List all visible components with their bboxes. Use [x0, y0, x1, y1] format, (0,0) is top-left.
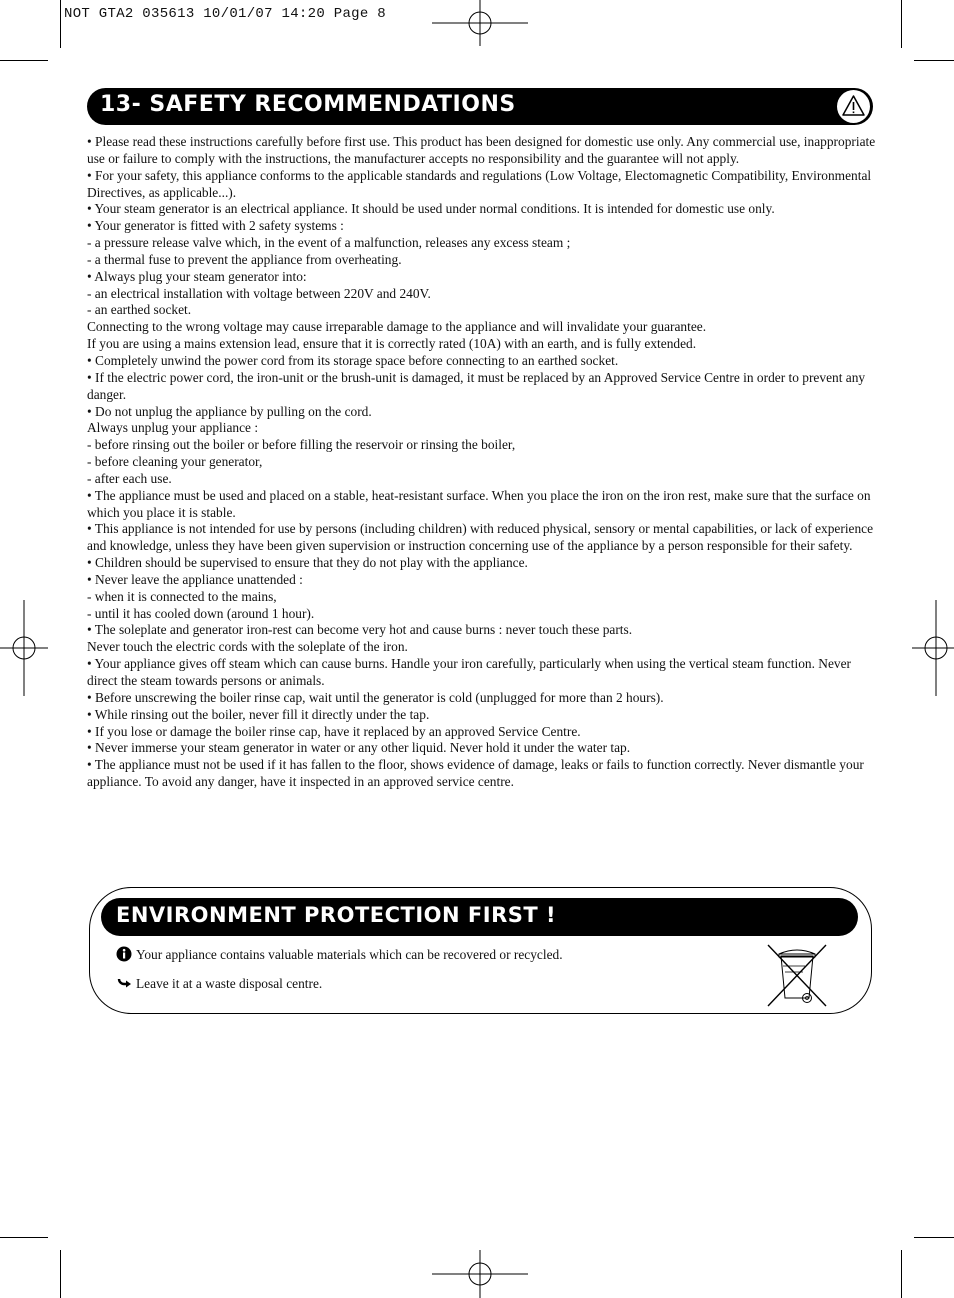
safety-line: If you are using a mains extension lead, ensure that it is correctly rated (10A) with an earth, and is fully extended. — [87, 336, 697, 352]
safety-line: • If the electric power cord, the iron-unit or the brush-unit is damaged, it must be replaced by an Approved Service Centre in order to prevent any danger. — [87, 369, 866, 402]
registration-mark-right — [912, 600, 954, 696]
safety-line: - before rinsing out the boiler or before filling the reservoir or rinsing the boiler, — [87, 437, 516, 453]
safety-line: • The soleplate and generator iron-rest can become very hot and cause burns : never touch these parts. — [87, 622, 633, 638]
environment-info-line — [116, 946, 563, 966]
print-slug: NOT GTA2 035613 10/01/07 14:20 Page 8 — [64, 6, 386, 22]
safety-line: - before cleaning your generator, — [87, 454, 263, 470]
warning-triangle-icon — [837, 90, 870, 123]
environment-action-line — [116, 975, 322, 995]
safety-line: • Completely unwind the power cord from its storage space before connecting to an earthed socket. — [87, 352, 619, 368]
safety-header — [87, 88, 873, 125]
safety-line: - a thermal fuse to prevent the appliance from overheating. — [87, 251, 402, 267]
safety-line: • For your safety, this appliance conforms to the applicable standards and regulations (Low Voltage, Electomagnetic Compatibility, Environmental Directives, as applicable...). — [87, 167, 872, 200]
safety-line: - until it has cooled down (around 1 hour). — [87, 605, 315, 621]
safety-line: • Do not unplug the appliance by pulling on the cord. — [87, 403, 372, 419]
safety-line: • This appliance is not intended for use by persons (including children) with reduced physical, sensory or mental capabilities, or lack of experience and knowledge, unless they have been given supervision or instruction concerning use of the appliance by a person responsible for their safety. — [87, 521, 874, 554]
registration-mark-top — [432, 0, 528, 48]
safety-line: • Please read these instructions carefully before first use. This product has been designed for domestic use only. Any commercial use, inappropriate use or failure to comply with the instructions, the manufacturer accepts no responsibility and the guarantee will not apply. — [87, 134, 876, 166]
arrow-right-icon — [116, 975, 132, 995]
safety-line: - a pressure release valve which, in the event of a malfunction, releases any excess steam ; — [87, 235, 571, 251]
safety-line: Never touch the electric cords with the soleplate of the iron. — [87, 639, 408, 655]
crossed-out-wheelie-bin-icon — [765, 942, 829, 1008]
safety-line: • Before unscrewing the boiler rinse cap, wait until the generator is cold (unplugged for more than 2 hours). — [87, 689, 664, 705]
safety-line: • Always plug your steam generator into: — [87, 268, 307, 284]
environment-header — [101, 898, 858, 936]
environment-action-text: Leave it at a waste disposal centre. — [136, 976, 323, 991]
safety-line: • If you lose or damage the boiler rinse cap, have it replaced by an approved Service Centre. — [87, 723, 581, 739]
safety-line: • Children should be supervised to ensure that they do not play with the appliance. — [87, 555, 528, 571]
environment-title: ENVIRONMENT PROTECTION FIRST ! — [116, 903, 557, 927]
safety-line: • While rinsing out the boiler, never fill it directly under the tap. — [87, 706, 430, 722]
registration-mark-left — [0, 600, 48, 696]
environment-info-text: Your appliance contains valuable materials which can be recovered or recycled. — [136, 947, 563, 962]
registration-mark-bottom — [432, 1250, 528, 1298]
safety-line: • The appliance must not be used if it has fallen to the floor, shows evidence of damage, leaks or fails to function correctly. Never dismantle your appliance. To avoid any danger, have it inspected in an approved service centre. — [87, 757, 864, 790]
safety-line: Connecting to the wrong voltage may cause irreparable damage to the appliance and will invalidate your guarantee. — [87, 319, 707, 335]
safety-line: • Your generator is fitted with 2 safety systems : — [87, 218, 344, 234]
info-icon — [116, 946, 132, 966]
safety-instructions — [87, 134, 877, 791]
safety-line: • Your steam generator is an electrical appliance. It should be used under normal conditions. It is intended for domestic use only. — [87, 201, 775, 217]
safety-line: • Never immerse your steam generator in water or any other liquid. Never hold it under the water tap. — [87, 740, 631, 756]
safety-title: 13- SAFETY RECOMMENDATIONS — [100, 92, 516, 117]
safety-line: - an electrical installation with voltage between 220V and 240V. — [87, 285, 431, 301]
safety-line: - an earthed socket. — [87, 302, 192, 318]
safety-line: • Your appliance gives off steam which can cause burns. Handle your iron carefully, particularly when using the vertical steam function. Never direct the steam towards persons or animals. — [87, 656, 851, 688]
safety-line: - when it is connected to the mains, — [87, 588, 277, 604]
safety-line: - after each use. — [87, 470, 172, 486]
safety-line: • The appliance must be used and placed on a stable, heat-resistant surface. When you place the iron on the iron rest, make sure that the surface on which you place it is stable. — [87, 487, 871, 520]
safety-line: • Never leave the appliance unattended : — [87, 571, 303, 587]
safety-line: Always unplug your appliance : — [87, 420, 259, 436]
